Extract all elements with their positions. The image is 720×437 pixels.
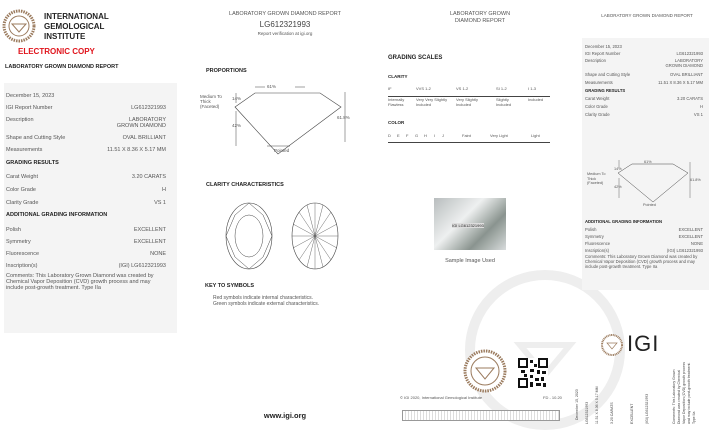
security-footer-bar	[402, 410, 560, 421]
sample-image-caption: Sample Image Used	[445, 258, 495, 264]
additional-heading: ADDITIONAL GRADING INFORMATION	[585, 219, 663, 224]
clarity-characteristics-heading: CLARITY CHARACTERISTICS	[206, 182, 284, 188]
detail-label: Clarity Grade	[585, 112, 610, 117]
report-title-stacked	[380, 11, 580, 25]
verification-text: Report verification at igi.org	[257, 31, 313, 36]
pavilion-percent: 42%	[232, 123, 242, 128]
clarity-grade: VVS 1-2	[416, 86, 431, 91]
clarity-grade: I 1-3	[528, 86, 537, 91]
detail-value: LABORATORY GROWN DIAMOND	[665, 58, 703, 68]
girdle-line: Medium To	[587, 172, 606, 176]
form-code: FD - 10.20	[543, 395, 562, 400]
girdle-line: Medium To	[200, 94, 222, 99]
girdle-line: (Faceted)	[200, 104, 220, 109]
additional-heading: ADDITIONAL GRADING INFORMATION	[6, 212, 108, 218]
color-grade: J	[442, 133, 444, 138]
detail-label: Polish	[6, 227, 21, 233]
proportions-heading: PROPORTIONS	[206, 68, 247, 74]
clarity-plot-pavilion	[291, 202, 339, 270]
report-number: LG612321993	[259, 20, 311, 29]
color-grade: G	[415, 133, 419, 138]
detail-value: VS 1	[154, 200, 166, 206]
clarity-plot-crown	[225, 202, 273, 270]
detail-label: Carat Weight	[585, 96, 610, 101]
detail-value: 3.20 CARATS	[677, 96, 703, 101]
detail-label: Carat Weight	[6, 174, 38, 180]
detail-label: Inscription(s)	[585, 248, 609, 253]
igi-seal-logo	[3, 10, 35, 42]
detail-value: OVAL BRILLIANT	[122, 135, 166, 141]
culet-label: Pointed	[643, 203, 656, 207]
igi-seal	[464, 350, 506, 392]
clarity-scale-heading: CLARITY	[388, 74, 408, 79]
copyright: © IGI 2020, International Gemological Institute	[400, 395, 483, 400]
detail-label: Symmetry	[6, 239, 31, 245]
girdle-line: Thick	[200, 99, 211, 104]
pavilion-percent: 42%	[614, 185, 622, 189]
report-date: December 15, 2023	[6, 93, 55, 99]
detail-value: LABORATORY GROWN DIAMOND	[116, 117, 166, 129]
crown-percent: 14%	[614, 167, 622, 171]
sample-diamond-image	[434, 198, 506, 250]
sample-inscription: IGI LG612321993	[452, 223, 484, 228]
color-grade: H	[424, 133, 427, 138]
detail-value: VS 1	[693, 112, 703, 117]
detail-label: Inscription(s)	[6, 263, 38, 269]
org-name-line: INTERNATIONAL	[44, 12, 109, 21]
rotated-measurements: 11.51 X 8.36 X 5.17 MM	[595, 386, 599, 424]
igi-logo-text: IGI	[627, 331, 660, 356]
report-title: LABORATORY GROWN DIAMOND REPORT	[5, 64, 119, 70]
igi-logo-seal	[601, 334, 623, 356]
electronic-copy-label: ELECTRONIC COPY	[18, 47, 95, 56]
report-title: LABORATORY GROWN DIAMOND REPORT	[229, 11, 341, 17]
detail-label: Measurements	[6, 147, 43, 153]
girdle-label	[200, 94, 222, 109]
key-to-symbols-heading: KEY TO SYMBOLS	[205, 283, 255, 289]
rotated-date: December 15, 2023	[575, 389, 579, 420]
detail-label: Color Grade	[585, 104, 608, 109]
title-line: LABORATORY GROWN	[449, 11, 511, 17]
rotated-report-number: LG612321993	[585, 401, 589, 424]
color-scale-heading: COLOR	[388, 120, 405, 125]
rotated-polish: EXCELLENT	[630, 403, 634, 424]
girdle-line: (Faceted)	[587, 181, 604, 185]
report-date: December 15, 2023	[585, 44, 622, 49]
detail-label: Fluorescence	[585, 241, 611, 246]
qr-code[interactable]	[518, 358, 548, 388]
depth-percent: 61.8%	[690, 178, 701, 182]
key-to-symbols-text	[213, 295, 319, 307]
divider	[388, 142, 550, 143]
report-title: LABORATORY GROWN DIAMOND REPORT	[601, 13, 693, 18]
detail-value: (IGI) LG612321993	[118, 263, 166, 269]
clarity-desc: Internally Flawless	[388, 97, 405, 107]
key-line: Red symbols indicate internal characteristics.	[213, 295, 314, 301]
color-grade: Faint	[462, 133, 471, 138]
rotated-inscription: (IGI) LG612321993	[645, 393, 649, 424]
clarity-desc: Very Very Slightly Included	[416, 97, 448, 107]
detail-value: EXCELLENT	[678, 227, 703, 232]
detail-label: Measurements	[585, 80, 613, 85]
culet-label: Pointed	[274, 148, 290, 153]
detail-value: 11.51 X 8.36 X 5.17 MM	[107, 147, 166, 153]
grading-scales-heading: GRADING SCALES	[388, 55, 443, 61]
detail-value: NONE	[690, 241, 703, 246]
table-percent: 61%	[267, 84, 277, 89]
grading-results-heading: GRADING RESULTS	[585, 88, 626, 93]
clarity-grade: SI 1-2	[496, 86, 507, 91]
detail-value: OVAL BRILLIANT	[669, 72, 703, 77]
detail-value: NONE	[150, 251, 166, 257]
depth-percent: 61.8%	[337, 115, 350, 120]
detail-value: 3.20 CARATS	[131, 174, 166, 180]
girdle-line: Thick	[587, 176, 597, 181]
color-grade: D	[388, 133, 391, 138]
detail-value: LG612321993	[131, 105, 166, 111]
color-grade: E	[397, 133, 400, 138]
color-grade: Very Light	[490, 133, 508, 138]
table-percent: 61%	[644, 160, 652, 164]
color-grade: Light	[531, 133, 540, 138]
key-line: Green symbols indicate external characteristics.	[213, 301, 320, 307]
detail-value: EXCELLENT	[133, 227, 166, 233]
detail-value: EXCELLENT	[133, 239, 166, 245]
website-link[interactable]: www.igi.org	[263, 411, 307, 420]
clarity-desc: Very Slightly Included	[456, 97, 479, 107]
clarity-grade: VS 1-2	[456, 86, 469, 91]
clarity-desc: Slightly Included	[496, 97, 512, 107]
detail-label: Description	[585, 58, 606, 63]
detail-value: H	[699, 104, 703, 109]
girdle-label	[587, 172, 606, 186]
detail-value: 11.51 X 8.36 X 5.17 MM	[658, 80, 703, 85]
detail-label: Polish	[585, 227, 597, 232]
org-name	[44, 12, 109, 42]
detail-value: EXCELLENT	[678, 234, 703, 239]
color-grade: F	[406, 133, 409, 138]
detail-label: Color Grade	[6, 187, 36, 193]
detail-label: Description	[6, 117, 34, 123]
rotated-carat: 3.20 CARATS	[610, 402, 614, 424]
detail-value: H	[162, 187, 166, 193]
detail-label: Symmetry	[585, 234, 604, 239]
rotated-comments: Comments: This Laboratory Grown Diamond was created by Chemical Vapor Deposition (CVD) growth process and may include post-growth treatment. Type IIa	[672, 362, 696, 424]
detail-label: Fluorescence	[6, 251, 40, 257]
detail-value: LG612321993	[676, 51, 703, 56]
clarity-desc: Included	[528, 97, 544, 102]
detail-label: Shape and Cutting Style	[6, 135, 66, 141]
comments: Comments: This Laboratory Grown Diamond was created by Chemical Vapor Deposition (CVD) growth process and may include post-growth treatment. Type IIa	[6, 273, 154, 291]
detail-label: IGI Report Number	[585, 51, 621, 56]
detail-value: (IGI) LG612321993	[666, 248, 703, 253]
color-grade: I	[434, 133, 436, 138]
detail-label: Shape and Cutting Style	[585, 72, 631, 77]
detail-label: Clarity Grade	[6, 200, 39, 206]
title-line: DIAMOND REPORT	[454, 18, 506, 24]
grading-results-heading: GRADING RESULTS	[6, 160, 59, 166]
org-name-line: GEMOLOGICAL	[44, 22, 105, 31]
comments: Comments: This Laboratory Grown Diamond was created by Chemical Vapor Deposition (CVD) growth process and may include post-growth treatment. Type IIa	[585, 254, 698, 269]
detail-label: IGI Report Number	[6, 105, 53, 111]
clarity-grade: IF	[388, 86, 392, 91]
org-name-line: INSTITUTE	[44, 32, 86, 41]
crown-percent: 14%	[232, 96, 242, 101]
